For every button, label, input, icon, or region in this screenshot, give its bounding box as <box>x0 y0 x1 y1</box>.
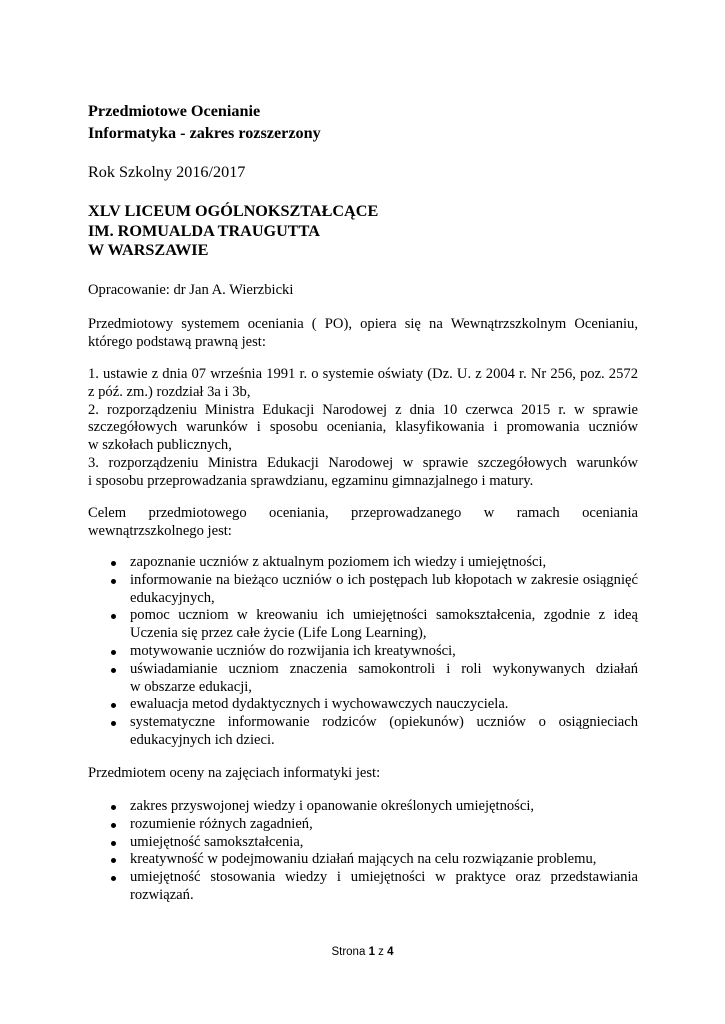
goals-heading-line-2: wewnątrzszkolnego jest: <box>88 522 232 539</box>
intro-line-2: którego podstawą prawną jest: <box>88 333 266 350</box>
list-item: kreatywność w podejmowaniu działań mających na celu rozwiązanie problemu, <box>108 851 638 869</box>
footer-separator: z <box>378 946 384 958</box>
legal-item-1-line-2: z póź. zm.) rozdział 3a i 3b, <box>88 383 251 400</box>
list-item: pomoc uczniom w kreowaniu ich umiejętności samokształcenia, zgodnie z ideą Uczenia się przez całe życie (Life Long Learning), <box>108 607 638 643</box>
subject-list <box>108 798 638 905</box>
subject-heading: Przedmiotem oceny na zajęciach informatyki jest: <box>88 765 381 781</box>
footer-label: Strona <box>331 946 366 958</box>
list-item: informowanie na bieżąco uczniów o ich postępach lub kłopotach w zakresie osiągnięć edukacyjnych, <box>108 572 638 608</box>
legal-item-2-line-2: szczegółowych warunków i sposobu oceniania, klasyfikowania i promowania uczniów <box>88 419 638 436</box>
goals-heading-line-1: Celem przedmiotowego oceniania, przeprowadzanego w ramach oceniania <box>88 505 638 521</box>
page-footer <box>0 946 725 958</box>
list-item: ewaluacja metod dydaktycznych i wychowawczych nauczyciela. <box>108 696 638 714</box>
goals-heading <box>88 505 638 541</box>
legal-basis-list <box>88 366 638 491</box>
school-name-line-3: W WARSZAWIE <box>88 241 209 259</box>
legal-item-2-line-1: 2. rozporządzeniu Ministra Edukacji Narodowej z dnia 10 czerwca 2015 r. w sprawie <box>88 401 638 418</box>
legal-item-1-line-1: 1. ustawie z dnia 07 września 1991 r. o systemie oświaty (Dz. U. z 2004 r. Nr 256, poz. 2572 <box>88 366 638 382</box>
footer-current-page: 1 <box>368 946 375 958</box>
school-year: Rok Szkolny 2016/2017 <box>88 163 246 181</box>
legal-item-3-line-2: i sposobu przeprowadzania sprawdzianu, egzaminu gimnazjalnego i matury. <box>88 472 534 489</box>
list-item: uświadamianie uczniom znaczenia samokontroli i roli wykonywanych działań w obszarze edukacji, <box>108 661 638 697</box>
list-item: zakres przyswojonej wiedzy i opanowanie określonych umiejętności, <box>108 798 638 816</box>
list-item: rozumienie różnych zagadnień, <box>108 816 638 834</box>
author-line: Opracowanie: dr Jan A. Wierzbicki <box>88 282 294 298</box>
list-item: umiejętność samokształcenia, <box>108 834 638 852</box>
footer-total-pages: 4 <box>387 946 394 958</box>
intro-paragraph <box>88 316 638 352</box>
school-name-line-2: IM. ROMUALDA TRAUGUTTA <box>88 222 320 240</box>
list-item: systematyczne informowanie rodziców (opiekunów) uczniów o osiągnieciach edukacyjnych ich dzieci. <box>108 714 638 750</box>
list-item: umiejętność stosowania wiedzy i umiejętności w praktyce oraz przedstawiania rozwiązań. <box>108 869 638 905</box>
goals-list <box>108 554 638 750</box>
intro-line-1: Przedmiotowy systemem oceniania ( PO), opiera się na Wewnątrzszkolnym Ocenianiu, <box>88 316 638 332</box>
legal-item-2-line-3: w szkołach publicznych, <box>88 437 232 454</box>
legal-item-3-line-1: 3. rozporządzeniu Ministra Edukacji Narodowej w sprawie szczegółowych warunków <box>88 454 638 471</box>
school-name-line-1: XLV LICEUM OGÓLNOKSZTAŁCĄCE <box>88 202 379 220</box>
title-line-2: Informatyka - zakres rozszerzony <box>88 124 321 142</box>
list-item: motywowanie uczniów do rozwijania ich kreatywności, <box>108 643 638 661</box>
title-line-1: Przedmiotowe Ocenianie <box>88 102 261 120</box>
list-item: zapoznanie uczniów z aktualnym poziomem ich wiedzy i umiejętności, <box>108 554 638 572</box>
